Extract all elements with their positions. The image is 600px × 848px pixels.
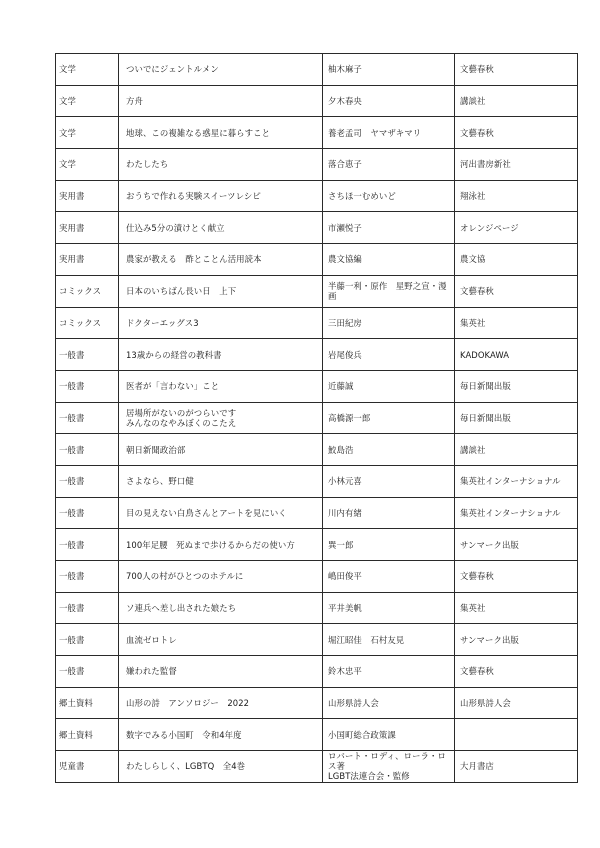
- author-cell: 巽一郎: [323, 529, 455, 561]
- publisher-cell: 文藝春秋: [455, 561, 578, 593]
- publisher-cell: 文藝春秋: [455, 656, 578, 688]
- book-list-sheet: [55, 53, 577, 783]
- table-row: [56, 624, 578, 656]
- author-cell: 小国町総合政策課: [323, 719, 455, 751]
- author-cell: 市瀬悦子: [323, 212, 455, 244]
- genre-cell: 一般書: [56, 561, 119, 593]
- genre-cell: 文学: [56, 85, 119, 117]
- table-row: [56, 687, 578, 719]
- publisher-cell: サンマーク出版: [455, 624, 578, 656]
- genre-cell: 一般書: [56, 402, 119, 434]
- table-row: [56, 719, 578, 751]
- genre-cell: 郷土資料: [56, 719, 119, 751]
- genre-cell: 一般書: [56, 465, 119, 497]
- table-row: [56, 592, 578, 624]
- genre-cell: 一般書: [56, 624, 119, 656]
- author-cell: 嶋田俊平: [323, 561, 455, 593]
- book-list-table: [55, 53, 578, 783]
- table-row: [56, 402, 578, 434]
- table-row: [56, 275, 578, 307]
- publisher-cell: 講談社: [455, 434, 578, 466]
- genre-cell: 一般書: [56, 656, 119, 688]
- genre-cell: 一般書: [56, 592, 119, 624]
- title-cell: 血流ゼロトレ: [119, 624, 323, 656]
- publisher-cell: 集英社: [455, 592, 578, 624]
- publisher-cell: [455, 719, 578, 751]
- publisher-cell: 集英社インターナショナル: [455, 465, 578, 497]
- publisher-cell: サンマーク出版: [455, 529, 578, 561]
- title-cell: 方舟: [119, 85, 323, 117]
- table-row: [56, 370, 578, 402]
- table-row: [56, 149, 578, 181]
- publisher-cell: 農文協: [455, 244, 578, 276]
- author-cell: 農文協編: [323, 244, 455, 276]
- table-row: [56, 561, 578, 593]
- genre-cell: 文学: [56, 54, 119, 86]
- author-cell: 小林元喜: [323, 465, 455, 497]
- book-list-body: [56, 54, 578, 783]
- genre-cell: 文学: [56, 149, 119, 181]
- title-cell: 朝日新聞政治部: [119, 434, 323, 466]
- author-cell: 平井美帆: [323, 592, 455, 624]
- table-row: [56, 656, 578, 688]
- author-cell: 夕木春央: [323, 85, 455, 117]
- title-cell: ついでにジェントルメン: [119, 54, 323, 86]
- title-cell: わたしらしく、LGBTQ 全4巻: [119, 751, 323, 783]
- title-cell: 医者が「言わない」こと: [119, 370, 323, 402]
- genre-cell: 実用書: [56, 212, 119, 244]
- table-row: [56, 85, 578, 117]
- author-cell: 山形県詩人会: [323, 687, 455, 719]
- table-row: [56, 497, 578, 529]
- publisher-cell: 翔泳社: [455, 180, 578, 212]
- table-row: [56, 465, 578, 497]
- table-row: [56, 339, 578, 371]
- publisher-cell: 大月書店: [455, 751, 578, 783]
- publisher-cell: 山形県詩人会: [455, 687, 578, 719]
- table-row: [56, 751, 578, 783]
- author-cell: 鈴木忠平: [323, 656, 455, 688]
- publisher-cell: 毎日新聞出版: [455, 370, 578, 402]
- title-cell: 日本のいちばん長い日 上下: [119, 275, 323, 307]
- author-cell: 川内有緒: [323, 497, 455, 529]
- author-cell: 三田紀房: [323, 307, 455, 339]
- genre-cell: 実用書: [56, 180, 119, 212]
- table-row: [56, 212, 578, 244]
- publisher-cell: 文藝春秋: [455, 54, 578, 86]
- author-cell: 柚木麻子: [323, 54, 455, 86]
- table-row: [56, 307, 578, 339]
- genre-cell: 文学: [56, 117, 119, 149]
- author-cell: 半藤一利・原作 星野之宣・漫画: [323, 275, 455, 307]
- title-cell: 仕込み5分の漬けとく献立: [119, 212, 323, 244]
- genre-cell: コミックス: [56, 307, 119, 339]
- title-cell: わたしたち: [119, 149, 323, 181]
- title-cell: 山形の詩 アンソロジー 2022: [119, 687, 323, 719]
- publisher-cell: 集英社インターナショナル: [455, 497, 578, 529]
- author-cell: ロバート・ロディ、ローラ・ロス著 LGBT法連合会・監修: [323, 751, 455, 783]
- table-row: [56, 180, 578, 212]
- genre-cell: 一般書: [56, 370, 119, 402]
- title-cell: ドクターエッグス3: [119, 307, 323, 339]
- author-cell: 岩尾俊兵: [323, 339, 455, 371]
- genre-cell: 児童書: [56, 751, 119, 783]
- title-cell: 居場所がないのがつらいです みんなのなやみぼくのこたえ: [119, 402, 323, 434]
- table-row: [56, 434, 578, 466]
- author-cell: 落合恵子: [323, 149, 455, 181]
- table-row: [56, 117, 578, 149]
- genre-cell: 一般書: [56, 497, 119, 529]
- genre-cell: 郷土資料: [56, 687, 119, 719]
- publisher-cell: 毎日新聞出版: [455, 402, 578, 434]
- title-cell: 700人の村がひとつのホテルに: [119, 561, 323, 593]
- title-cell: 地球、この複雑なる惑星に暮らすこと: [119, 117, 323, 149]
- genre-cell: 一般書: [56, 529, 119, 561]
- author-cell: 鮫島浩: [323, 434, 455, 466]
- author-cell: 高橋源一郎: [323, 402, 455, 434]
- publisher-cell: KADOKAWA: [455, 339, 578, 371]
- publisher-cell: 河出書房新社: [455, 149, 578, 181]
- title-cell: ソ連兵へ差し出された娘たち: [119, 592, 323, 624]
- title-cell: 嫌われた監督: [119, 656, 323, 688]
- publisher-cell: 文藝春秋: [455, 117, 578, 149]
- author-cell: 近藤誠: [323, 370, 455, 402]
- table-row: [56, 54, 578, 86]
- publisher-cell: オレンジページ: [455, 212, 578, 244]
- genre-cell: コミックス: [56, 275, 119, 307]
- genre-cell: 実用書: [56, 244, 119, 276]
- title-cell: 13歳からの経営の教科書: [119, 339, 323, 371]
- title-cell: さよなら、野口健: [119, 465, 323, 497]
- title-cell: 農家が教える 酢とことん活用読本: [119, 244, 323, 276]
- publisher-cell: 集英社: [455, 307, 578, 339]
- title-cell: 100年足腰 死ぬまで歩けるからだの使い方: [119, 529, 323, 561]
- table-row: [56, 244, 578, 276]
- publisher-cell: 文藝春秋: [455, 275, 578, 307]
- title-cell: 数字でみる小国町 令和4年度: [119, 719, 323, 751]
- table-row: [56, 529, 578, 561]
- title-cell: 目の見えない白鳥さんとアートを見にいく: [119, 497, 323, 529]
- genre-cell: 一般書: [56, 434, 119, 466]
- publisher-cell: 講談社: [455, 85, 578, 117]
- author-cell: 養老孟司 ヤマザキマリ: [323, 117, 455, 149]
- author-cell: 堀江昭佳 石村友見: [323, 624, 455, 656]
- genre-cell: 一般書: [56, 339, 119, 371]
- title-cell: おうちで作れる実験スイーツレシピ: [119, 180, 323, 212]
- author-cell: さちほ一むめいど: [323, 180, 455, 212]
